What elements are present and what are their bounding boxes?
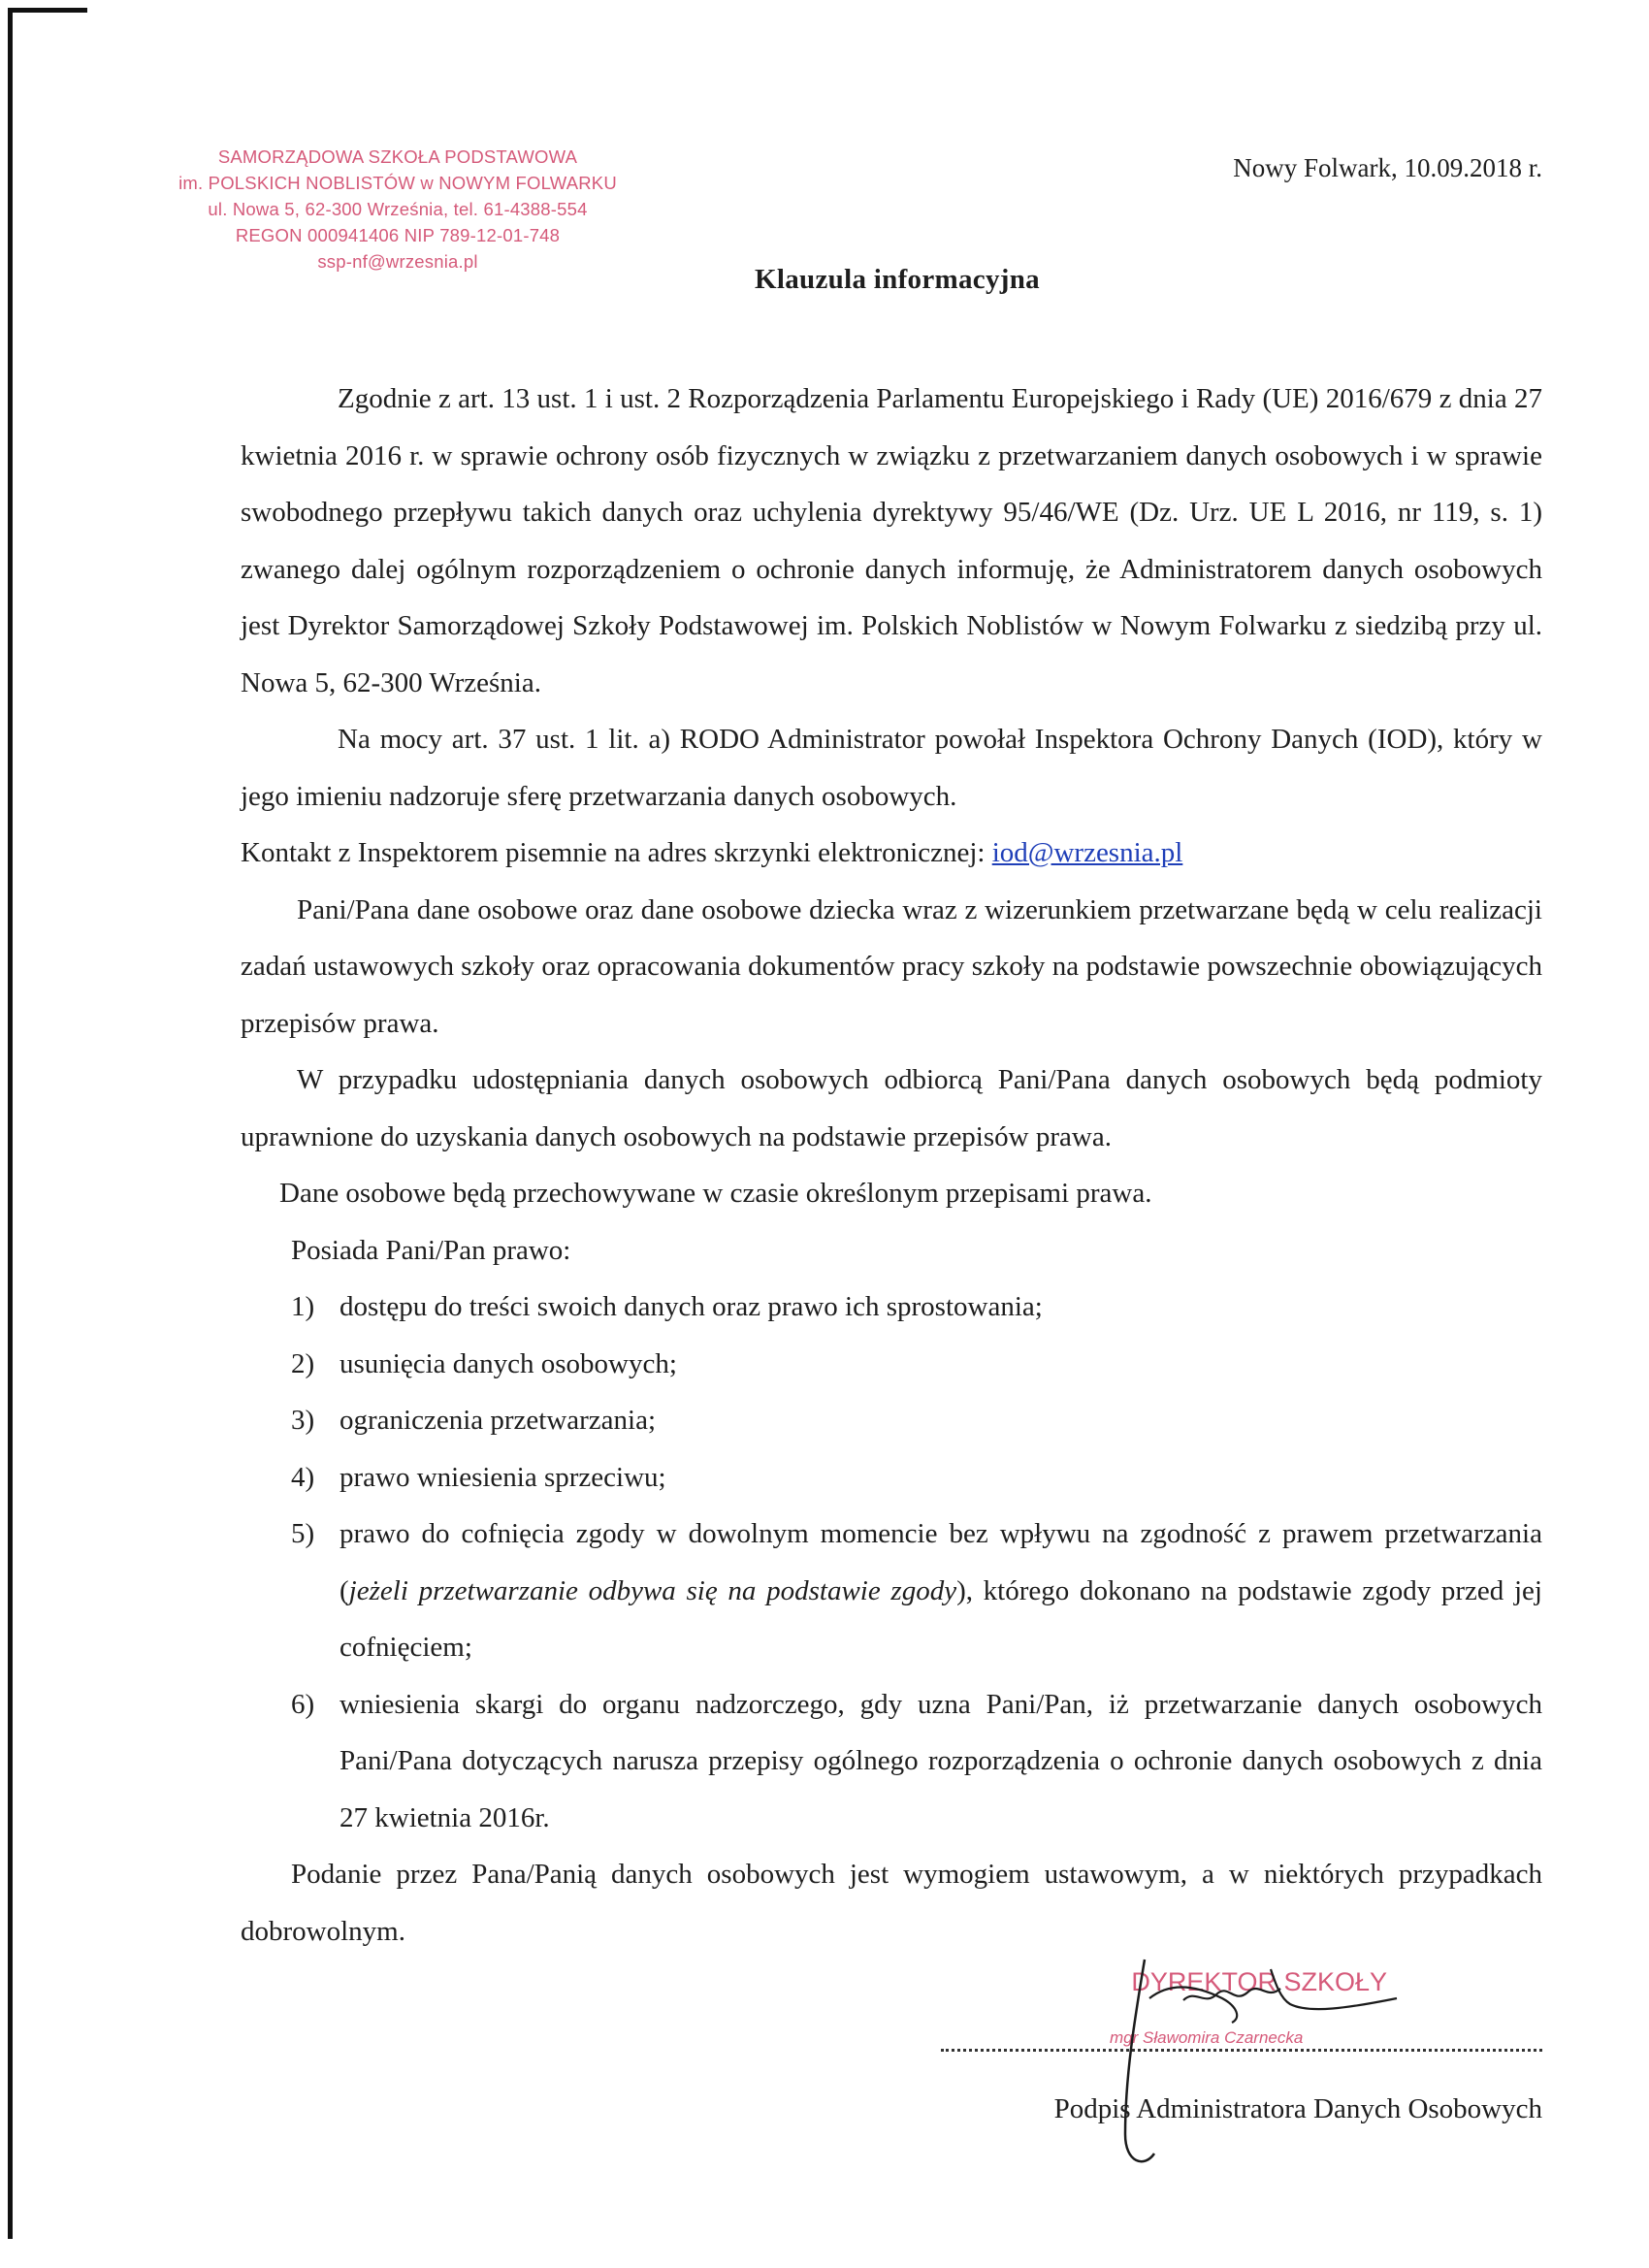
document-title: Klauzula informacyjna	[755, 264, 1040, 295]
list-text: ), którego dokonano na podstawie zgody przed jej cofnięciem;	[340, 1574, 1542, 1663]
list-number: 5)	[291, 1518, 315, 1549]
paragraph-rights-intro: Posiada Pani/Pan prawo:	[291, 1234, 571, 1266]
signature-stamp-title: DYREKTOR SZKOŁY	[1131, 1967, 1387, 1996]
list-text: usunięcia danych osobowych;	[340, 1347, 677, 1379]
signature-caption: Podpis Administratora Danych Osobowych	[1053, 2093, 1542, 2124]
paragraph-recipients: W przypadku udostępniania danych osobowych odbiorcą Pani/Pana danych osobowych będą podmioty uprawnione do uzyskania danych osobowych na podstawie przepisów prawa.	[241, 1064, 1542, 1152]
list-item	[241, 1506, 1542, 1676]
stamp-line: ssp-nf@wrzesnia.pl	[317, 251, 478, 272]
list-item	[241, 1279, 1542, 1336]
paragraph-retention: Dane osobowe będą przechowywane w czasie określonym przepisami prawa.	[279, 1178, 1152, 1209]
list-number: 4)	[291, 1461, 315, 1493]
list-text: dostępu do treści swoich danych oraz prawo ich sprostowania;	[340, 1291, 1043, 1322]
stamp-line: im. POLSKICH NOBLISTÓW w NOWYM FOLWARKU	[178, 173, 617, 193]
list-number: 6)	[291, 1688, 315, 1720]
document-date: Nowy Folwark, 10.09.2018 r.	[1233, 153, 1542, 182]
list-item	[241, 1336, 1542, 1393]
list-text: prawo do cofnięcia zgody w dowolnym momencie bez wpływu na zgodność z prawem przetwarzania (	[340, 1518, 1542, 1606]
stamp-line: ul. Nowa 5, 62-300 Września, tel. 61-4388-554	[208, 199, 588, 219]
list-text-emphasis: jeżeli przetwarzanie odbywa się na podstawie zgody	[348, 1574, 957, 1606]
signature-stamp-name: mgr Sławomira Czarnecka	[1106, 2028, 1307, 2048]
list-item	[241, 1392, 1542, 1449]
contact-text: Kontakt z Inspektorem pisemnie na adres skrzynki elektronicznej:	[241, 837, 992, 868]
scan-border-left	[8, 8, 13, 2239]
list-text: ograniczenia przetwarzania;	[340, 1405, 657, 1436]
list-text: prawo wniesienia sprzeciwu;	[340, 1461, 666, 1493]
rights-list	[241, 1279, 1542, 1846]
list-number: 1)	[291, 1291, 315, 1322]
paragraph-iod: Na mocy art. 37 ust. 1 lit. a) RODO Administrator powołał Inspektora Ochrony Danych (IOD), który w jego imieniu nadzoruje sferę przetwarzania danych osobowych.	[241, 724, 1542, 812]
paragraph-obligation: Podanie przez Pana/Panią danych osobowych jest wymogiem ustawowym, a w niektórych przypadkach dobrowolnym.	[241, 1859, 1542, 1947]
handwritten-signature	[980, 1940, 1523, 2173]
scan-border-top	[8, 8, 87, 13]
signature-block	[941, 1950, 1542, 2173]
stamp-line: SAMORZĄDOWA SZKOŁA PODSTAWOWA	[217, 146, 578, 167]
iod-email-link[interactable]: iod@wrzesnia.pl	[991, 837, 1183, 868]
list-number: 2)	[291, 1347, 315, 1379]
list-item	[241, 1676, 1542, 1847]
stamp-line: REGON 000941406 NIP 789-12-01-748	[235, 225, 561, 245]
paragraph-legal-basis: Zgodnie z art. 13 ust. 1 i ust. 2 Rozporządzenia Parlamentu Europejskiego i Rady (UE) 2016/679 z dnia 27 kwietnia 2016 r. w sprawie ochrony osób fizycznych w związku z przetwarzaniem danych osobowych i w sprawie swobodnego przepływu takich danych oraz uchylenia dyrektywy 95/46/WE (Dz. Urz. UE L 2016, nr 119, s. 1) zwanego dalej ogólnym rozporządzeniem o ochronie danych informuję, że Administratorem danych osobowych jest Dyrektor Samorządowej Szkoły Podstawowej im. Polskich Noblistów w Nowym Folwarku z siedzibą przy ul. Nowa 5, 62-300 Września.	[241, 383, 1542, 698]
list-number: 3)	[291, 1405, 315, 1436]
list-text: wniesienia skargi do organu nadzorczego, gdy uzna Pani/Pan, iż przetwarzanie danych osobowych Pani/Pana dotyczących narusza przepisy ogólnego rozporządzenia o ochronie danych osobowych z dnia 27 kwietnia 2016r.	[340, 1688, 1542, 1833]
school-stamp	[155, 144, 640, 275]
document-body	[241, 371, 1542, 1960]
paragraph-contact	[241, 825, 1542, 882]
list-item	[241, 1449, 1542, 1507]
paragraph-purpose: Pani/Pana dane osobowe oraz dane osobowe dziecka wraz z wizerunkiem przetwarzane będą w celu realizacji zadań ustawowych szkoły oraz opracowania dokumentów pracy szkoły na podstawie powszechnie obowiązujących przepisów prawa.	[241, 893, 1542, 1039]
